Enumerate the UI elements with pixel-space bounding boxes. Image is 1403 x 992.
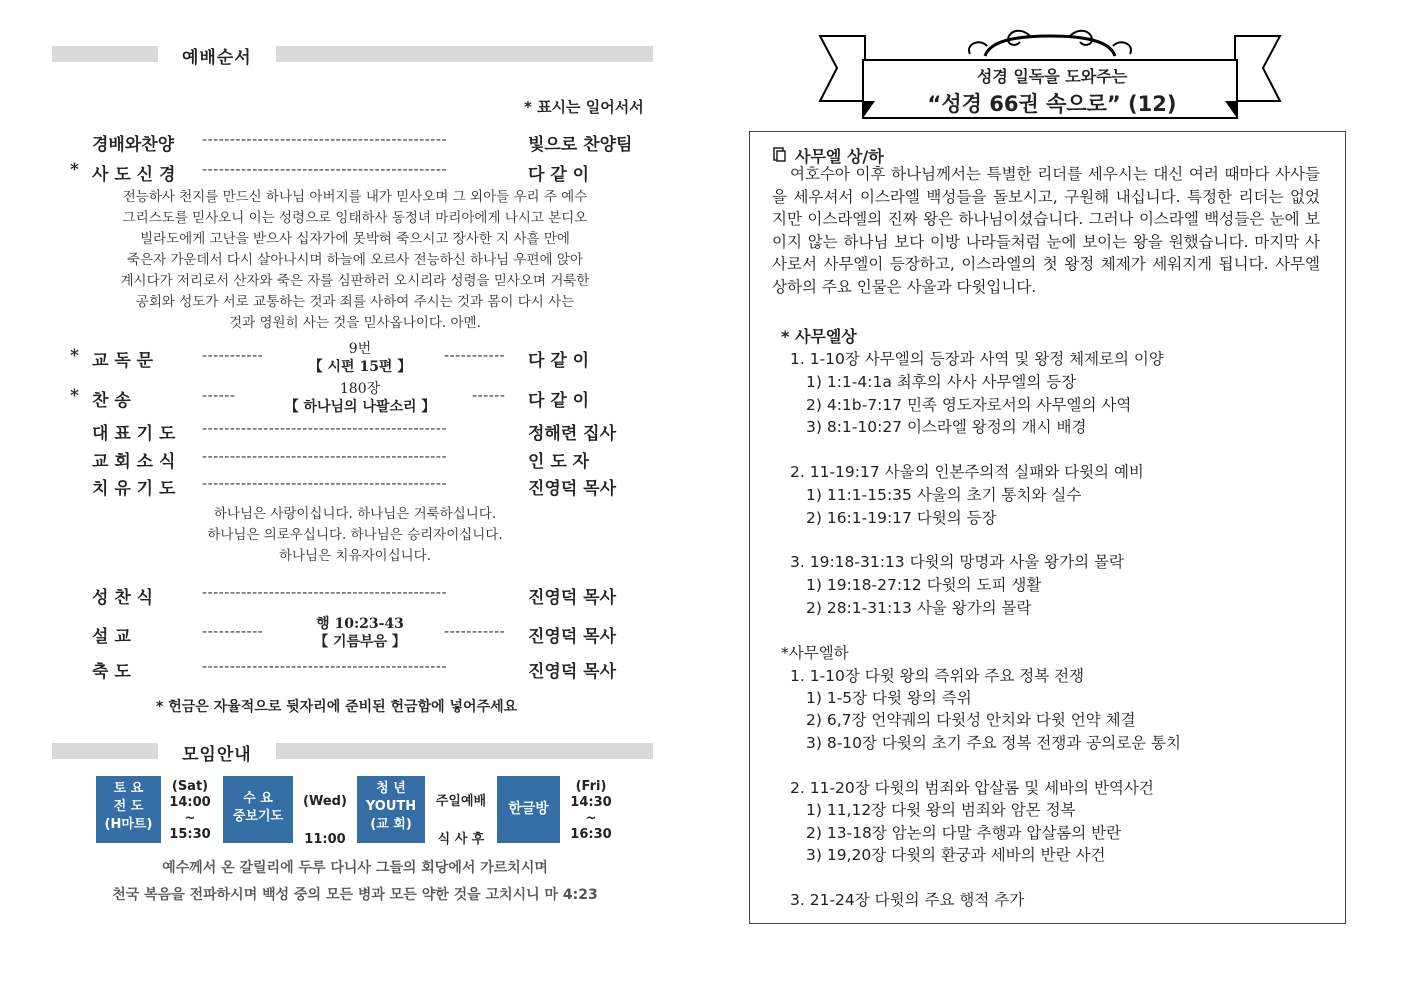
outline-item: 1. 1-10장 다윗 왕의 즉위와 주요 정복 전쟁 <box>790 667 1085 685</box>
standing-note: * 표시는 일어서서 <box>524 98 644 116</box>
samuel-intro: 여호수아 이후 하나님께서는 특별한 리더를 세우시는 대신 여러 때마다 사사들을 세우셔서 이스라엘 백성들을 돌보시고, 구원해 내십니다. 특정한 리더는 없었지만 이스라엘의 진짜 왕은 하나님이셨습니다. 그러나 이스라엘 백성들은 눈에 보이지 않는 하나님 보다 이방 나라들처럼 눈에 보이는 왕을 원했습니다. 마지막 사사로서 사무엘이 등장하고, 이스라엘의 첫 왕정 체제가 세워지게 됩니다. 사무엘상하의 주요 인물은 사울과 다윗입니다. <box>772 165 1320 296</box>
offering-note: * 헌금은 자율적으로 뒷자리에 준비된 헌금함에 넣어주세요 <box>156 699 518 715</box>
hymn-number: 180장 <box>339 381 381 397</box>
outline-item: 1) 11,12장 다윗 왕의 범죄와 암몬 정복 <box>806 801 1076 819</box>
creed-text: 전능하사 천지를 만드신 하나님 아버지를 내가 믿사오며 그 외아들 우리 주 예수 그리스도를 믿사오니 이는 성령으로 잉태하사 동정녀 마리아에게 나시고 본디오 빌라도에게 고난을 받으사 십자가에 못박혀 죽으시고 장사한 지 사흘 만에 죽은자 가운데서 다시 살아나시며 하늘에 오르사 전능하신 하나님 우편에 앉아 계시다가 저리로서 산자와 죽은 자를 심판하러 오시리라 성령을 믿사오며 거룩한 공회와 성도가 서로 교통하는 것과 죄를 사하여 주시는 것과 몸이 다시 사는 것과 영원히 사는 것을 믿사옵나이다. 아멘. <box>120 189 590 331</box>
row-hymn: * 찬 송 ------ ------ 다 같 이 <box>70 386 590 411</box>
outline-item: 2) 4:1b-7:17 민족 영도자로서의 사무엘의 사역 <box>806 396 1132 414</box>
row-benediction: 축 도 -------------------------------------------- 진영덕 목사 <box>92 657 617 682</box>
sunday-time: 주일예배 식 사 후 <box>435 794 487 847</box>
wednesday-time: (Wed) 11:00 <box>303 794 347 847</box>
sermon-number: 행 10:23-43 <box>316 616 404 632</box>
row-creed: * 사 도 신 경 -------------------------------------------- 다 같 이 <box>70 160 590 185</box>
friday-time: (Fri) 14:30 ~ 16:30 <box>570 779 612 842</box>
meeting-title: 모임안내 <box>182 745 252 765</box>
row-responsive: * 교 독 문 ----------- ----------- 다 같 이 <box>70 346 590 371</box>
outline-item: 1. 1-10장 사무엘의 등장과 사역 및 왕정 체제로의 이양 <box>790 350 1164 368</box>
samuel-heading: 사무엘 상/하 <box>795 147 884 166</box>
worship-bar-right <box>276 46 653 62</box>
outline-item: 3. 19:18-31:13 다윗의 망명과 사울 왕가의 몰락 <box>790 553 1124 571</box>
banner-title: “성경 66권 속으로” (12) <box>927 92 1177 116</box>
wednesday-box: 수 요 중보기도 <box>223 776 293 843</box>
outline-item: 2) 6,7장 언약궤의 다윗성 안치와 다윗 언약 체결 <box>806 711 1136 729</box>
worship-title: 예배순서 <box>182 48 252 68</box>
healing-text: 하나님은 사랑이십니다. 하나님은 거룩하십니다. 하나님은 의로우십니다. 하나님은 승리자이십니다. 하나님은 치유자이십니다. <box>207 506 503 564</box>
sermon-name: 【 기름부음 】 <box>314 634 406 650</box>
row-right: 빛으로 찬양팀 <box>528 135 633 155</box>
hymn-name: 【 하나님의 나팔소리 】 <box>284 399 436 415</box>
youth-box: 청 년 YOUTH (교 회) <box>357 776 425 843</box>
row-label: 경배와찬양 <box>92 135 175 155</box>
row-praise: 경배와찬양 -------------------------------------------- 빛으로 찬양팀 <box>92 130 633 155</box>
banner-subtitle: 성경 일독을 도와주는 <box>976 67 1128 86</box>
samuel2-title: *사무엘하 <box>781 644 849 662</box>
outline-item: 2) 28:1-31:13 사울 왕가의 몰락 <box>806 599 1032 617</box>
meeting-bar-left <box>52 743 158 759</box>
outline-item: 3) 8-10장 다윗의 초기 주요 정복 전쟁과 공의로운 통치 <box>806 734 1181 752</box>
outline-item: 1) 1-5장 다윗 왕의 즉위 <box>806 689 972 707</box>
outline-item: 2) 13-18장 암논의 다말 추행과 압살롬의 반란 <box>806 824 1122 842</box>
saturday-time: (Sat) 14:00 ~ 15:30 <box>169 779 211 842</box>
outline-item: 3. 21-24장 다윗의 주요 행적 추가 <box>790 891 1025 909</box>
outline-item: 1) 1:1-4:1a 최후의 사사 사무엘의 등장 <box>806 373 1077 391</box>
row-communion: 성 찬 식 -------------------------------------------- 진영덕 목사 <box>92 583 617 608</box>
meeting-bar-right <box>276 743 653 759</box>
outline-item: 3) 19,20장 다윗의 환궁과 세바의 반란 사건 <box>806 846 1106 864</box>
row-prayer: 대 표 기 도 -------------------------------------------- 정해련 집사 <box>92 419 617 444</box>
row-healing: 치 유 기 도 -------------------------------------------- 진영덕 목사 <box>92 474 617 499</box>
row-news: 교 회 소 식 -------------------------------------------- 인 도 자 <box>92 447 590 472</box>
outline-item: 2. 11-20장 다윗의 범죄와 압살롬 및 세바의 반역사건 <box>790 779 1154 797</box>
responsive-name: 【 시편 15편 】 <box>308 359 412 375</box>
worship-bar-left <box>52 46 158 62</box>
verse-line-2: 천국 복음을 전파하시며 백성 중의 모든 병과 모든 약한 것을 고치시니 마 4:23 <box>112 887 598 903</box>
samuel1-title: * 사무엘상 <box>781 327 857 346</box>
outline-item: 2) 16:1-19:17 다윗의 등장 <box>806 509 997 527</box>
outline-item: 3) 8:1-10:27 이스라엘 왕정의 개시 배경 <box>806 418 1087 436</box>
outline-item: 2. 11-19:17 사울의 인본주의적 실패와 다윗의 예비 <box>790 463 1144 481</box>
book-icon <box>773 147 786 162</box>
outline-item: 1) 19:18-27:12 다윗의 도피 생활 <box>806 576 1042 594</box>
row-sermon: 설 교 ----------- ----------- 진영덕 목사 <box>92 622 617 647</box>
saturday-box: 토 요 전 도 (H마트) <box>96 776 161 843</box>
verse-line-1: 예수께서 온 갈릴리에 두루 다니사 그들의 회당에서 가르치시며 <box>162 860 548 876</box>
responsive-number: 9번 <box>348 341 372 357</box>
outline-item: 1) 11:1-15:35 사울의 초기 통치와 실수 <box>806 486 1082 504</box>
korean-class-box: 한글방 <box>497 776 560 843</box>
